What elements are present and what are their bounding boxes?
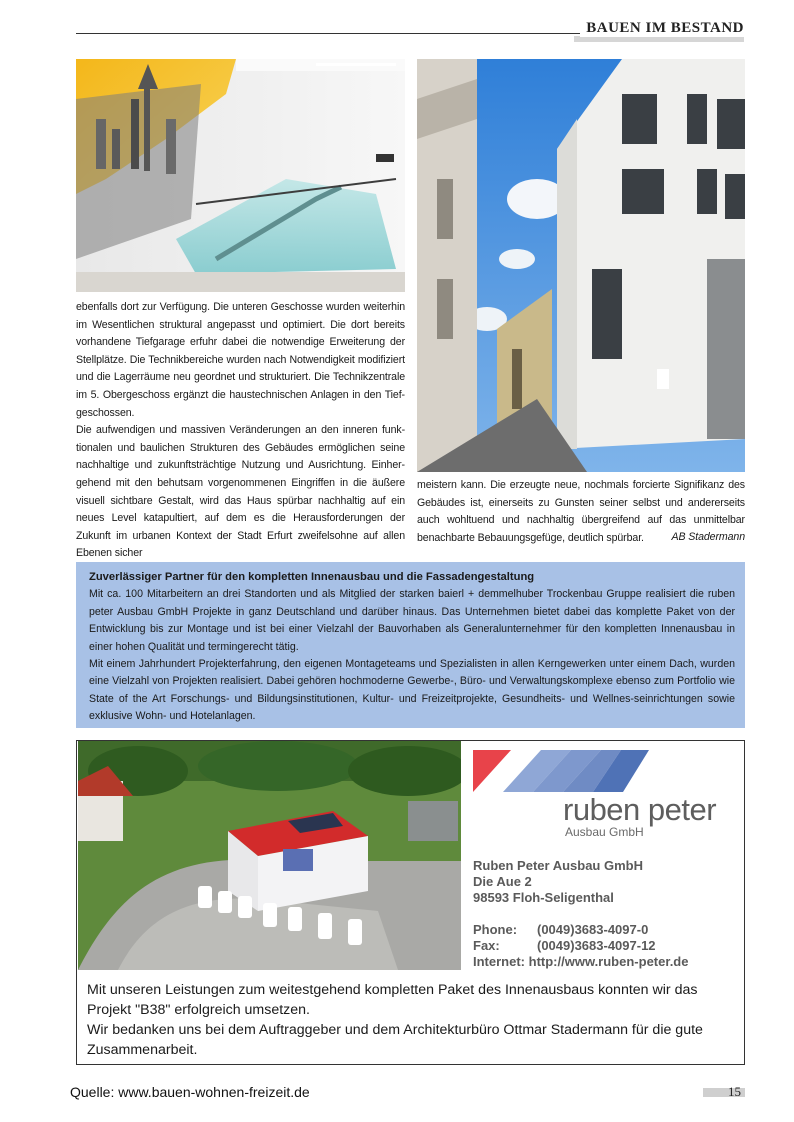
page-number: 15 (728, 1084, 741, 1099)
source-credit: Quelle: www.bauen-wohnen-freizeit.de (70, 1084, 310, 1100)
info-box-title: Zuverlässiger Partner für den kompletten Innenausbau und die Fassadengestaltung (89, 571, 535, 583)
body-paragraph: meistern kann. Die erzeugte neue, nochmals forcierte Signifikanz des Gebäudes ist, einerseits zu Gunsten seiner selbst und andererseits auch wohltuend und nachhaltig übergreifend auf das unmittelbar benachbarte Bebauungsgefüge, deutlich spürbar. (417, 479, 745, 544)
company-aerial-photo (78, 741, 461, 970)
phone-number: (0049)3683-4097-0 (537, 922, 649, 937)
right-text-column (417, 477, 745, 547)
fax-label: Fax: (473, 938, 500, 953)
website-link[interactable]: http://www.ruben-peter.de (528, 954, 689, 969)
internet-label: Internet: (473, 954, 525, 969)
thanks-paragraph: Wir bedanken uns bei dem Auftraggeber und dem Architekturbüro Ottmar Stadermann für die gute Zusammenarbeit. (87, 1022, 703, 1058)
info-box-paragraph: Mit einem Jahrhundert Projekterfahrung, den eigenen Montageteams und Spezialisten in allen Kerngewerken unter einem Dach, wurden eine Vielzahl von Projekten realisiert. Dabei gehören hochmoderne Gewerbe-, Büro- und Verwaltungskomplexe ebenso zum Portfolio wie State of the Art Forschungs- und Bildungsinstitutionen, Kultur- und Freizeitprojekte, Gesundheits- und Wellnes-seinrichtungen sowie exklusive Wohn- und Hotelanlagen. (89, 658, 735, 723)
thanks-message (87, 980, 737, 1060)
logo-wordmark: ruben peter (563, 792, 717, 827)
thanks-paragraph: Mit unseren Leistungen zum weitestgehend kompletten Paket des Innenausbaus konnten wir das Projekt "B38" erfolgreich umsetzen. (87, 982, 698, 1018)
building-facade-photo (417, 59, 745, 472)
author-signature: AB Stadermann (671, 531, 745, 543)
fax-number: (0049)3683-4097-12 (537, 938, 656, 953)
company-street: Die Aue 2 (473, 874, 532, 889)
company-contact-block (473, 858, 688, 970)
logo-stripes-graphic (473, 750, 649, 792)
left-text-column (76, 299, 405, 563)
company-name: Ruben Peter Ausbau GmbH (473, 858, 643, 873)
info-box-paragraph: Mit ca. 100 Mitarbeitern an drei Standorten und als Mitglied der starken baierl + demmelhuber Trockenbau Gruppe realisiert die ruben peter Ausbau GmbH Projekte in ganz Deutschland und darüber hinaus. Das Unternehmen bietet dabei das komplette Paket von der Entwicklung bis zur Montage und ist bei einer Vielzahl der Bauvorhaben als Generalunternehmer für den kompletten Innenausbau in einer hohen Qualität und termingerecht tätig. (89, 588, 735, 653)
logo-subtitle: Ausbau GmbH (565, 825, 644, 839)
partner-info-box (76, 562, 745, 728)
section-title: BAUEN IM BESTAND (580, 20, 744, 37)
phone-label: Phone: (473, 922, 518, 937)
interior-staircase-photo (76, 59, 405, 292)
company-city: 98593 Floh-Seligenthal (473, 890, 614, 905)
body-paragraph: Die aufwendigen und massiven Veränderungen an den inneren funk-tionalen und baulichen Strukturen des Gebäudes ermöglichen seine nachhaltige und zukunftsträchtige Nutzung und Ausrichtung. Einher-gehend mit den behutsam vorgenommenen Eingriffen in die äußere visuell sichtbare Gestalt, wird das Haus spürbar nachhaltig auf ein neues Level katapultiert, auf dem es die Herausforderungen der Zukunft im urbanen Kontext der Stadt Erfurt zweifelsohne auf allen Ebenen sicher (76, 424, 405, 560)
company-logo (473, 750, 649, 792)
body-paragraph: ebenfalls dort zur Verfügung. Die unteren Geschosse wurden weiterhin im Wesentlichen struktural angepasst und optimiert. Die dort bereits vorhandene Tiefgarage erfuhr dabei die notwendige Erweiterung der Stellplätze. Die Technikbereiche wurden nach Notwendigkeit modifiziert und die Lagerräume neu geordnet und strukturiert. Die Technikzentrale im 5. Obergeschoss ergänzt die haustechnischen Anlagen in den Tief-geschossen. (76, 301, 405, 419)
